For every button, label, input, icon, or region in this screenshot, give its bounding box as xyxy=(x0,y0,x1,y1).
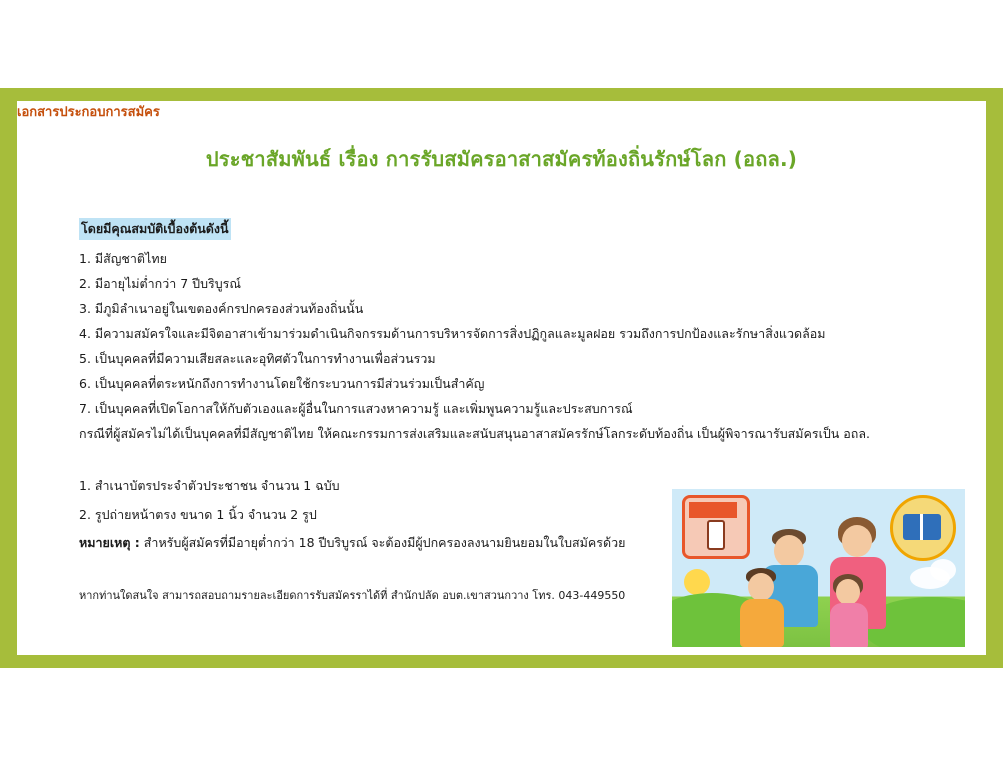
poster-green-frame xyxy=(0,88,1003,668)
document-item: 2. รูปถ่ายหน้าตรง ขนาด 1 นิ้ว จำนวน 2 รูป xyxy=(79,507,317,522)
note-text: สำหรับผู้สมัครที่มีอายุต่ำกว่า 18 ปีบริบูรณ์ จะต้องมีผู้ปกครองลงนามยินยอมในใบสมัครด้วย xyxy=(143,535,626,550)
qualification-item: 2. มีอายุไม่ต่ำกว่า 7 ปีบริบูรณ์ xyxy=(79,276,241,291)
poster-content-area xyxy=(17,101,986,655)
qualification-item: 1. มีสัญชาติไทย xyxy=(79,251,167,266)
person-boy xyxy=(734,565,792,647)
page-title: ประชาสัมพันธ์ เรื่อง การรับสมัครอาสาสมัครท้องถิ่นรักษ์โลก (อถล.) xyxy=(205,147,798,171)
contact-footer: หากท่านใดสนใจ สามารถสอบถามรายละเอียดการรับสมัครราได้ที่ สำนักปลัด อบต.เขาสวนกวาง โทร. 043-449550 xyxy=(79,589,626,602)
document-item: 1. สำเนาบัตรประจำตัวประชาชน จำนวน 1 ฉบับ xyxy=(79,478,340,493)
qualification-item: 5. เป็นบุคคลที่มีความเสียสละและอุทิศตัวในการทำงานเพื่อส่วนรวม xyxy=(79,351,436,366)
cloud-icon xyxy=(930,559,956,581)
qualification-item: 4. มีความสมัครใจและมีจิตอาสาเข้ามาร่วมดำเนินกิจกรรมด้านการบริหารจัดการสิ่งปฏิกูลและมูลฝอย รวมถึงการปกป้องและรักษาสิ่งแวดล้อม xyxy=(79,326,826,341)
person-girl xyxy=(822,571,878,647)
documents-heading: เอกสารประกอบการสมัคร xyxy=(17,105,160,120)
qualification-item: 3. มีภูมิลำเนาอยู่ในเขตองค์กรปกครองส่วนท้องถิ่นนั้น xyxy=(79,301,364,316)
family-illustration xyxy=(672,489,965,647)
note-label: หมายเหตุ : xyxy=(79,535,140,550)
waste-sorting-icon xyxy=(682,495,750,559)
education-book-icon xyxy=(890,495,956,561)
qualification-item: 7. เป็นบุคคลที่เปิดโอกาสให้กับตัวเองและผู้อื่นในการแสวงหาความรู้ และเพิ่มพูนความรู้และประสบการณ์ xyxy=(79,401,633,416)
sun-icon xyxy=(684,569,710,595)
note-row xyxy=(79,533,625,553)
qualification-note: กรณีที่ผู้สมัครไม่ได้เป็นบุคคลที่มีสัญชาติไทย ให้คณะกรรมการส่งเสริมและสนับสนุนอาสาสมัครรักษ์โลกระดับท้องถิ่น เป็นผู้พิจารณารับสมัครเป็น อถล. xyxy=(79,426,871,441)
qualifications-heading: โดยมีคุณสมบัติเบื้องต้นดังนี้ xyxy=(79,218,231,240)
qualification-item: 6. เป็นบุคคลที่ตระหนักถึงการทำงานโดยใช้กระบวนการมีส่วนร่วมเป็นสำคัญ xyxy=(79,376,485,391)
